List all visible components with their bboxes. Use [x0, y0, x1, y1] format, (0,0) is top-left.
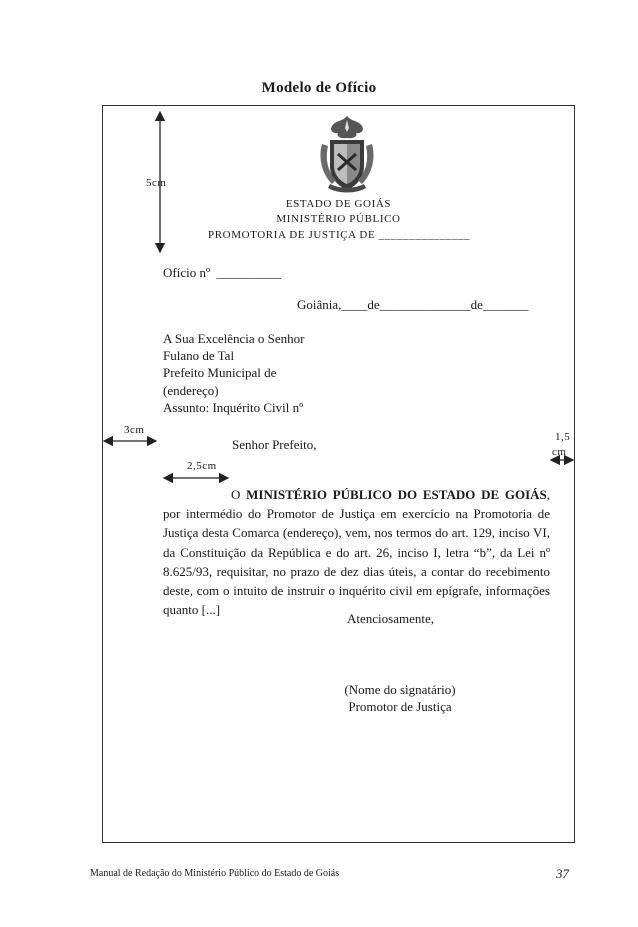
page-title: Modelo de Ofício — [261, 80, 377, 96]
paragraph-bold-entity: MINISTÉRIO PÚBLICO DO ESTADO DE GOIÁS — [246, 487, 547, 502]
closing: Atenciosamente, — [347, 611, 434, 626]
right-margin-unit: cm — [552, 446, 567, 458]
salutation: Senhor Prefeito, — [232, 437, 317, 452]
address-line: Assunto: Inquérito Civil nº — [163, 399, 304, 415]
signature-role: Promotor de Justiça — [348, 699, 452, 714]
recipient-address — [163, 330, 305, 416]
signature-name: (Nome do signatário) — [344, 682, 456, 697]
address-line: A Sua Excelência o Senhor — [163, 331, 305, 346]
left-margin-label: 3cm — [124, 424, 145, 436]
indent-label: 2,5cm — [187, 460, 217, 472]
address-line: Fulano de Tal — [163, 348, 235, 364]
header-promotoria: PROMOTORIA DE JUSTIÇA DE _______________ — [208, 229, 471, 241]
page-number: 37 — [556, 866, 569, 881]
top-margin-label: 5cm — [146, 177, 167, 189]
date-line: Goiânia,____de______________de_______ — [297, 297, 529, 312]
paragraph-lead: O — [231, 487, 247, 502]
coat-of-arms-emblem — [316, 114, 378, 196]
paragraph-text: , por intermédio do Promotor de Justiça em exercício na Promotoria de Justiça desta Comarca (endereço), vem, nos termos do art. 129, inciso VI, da Constituição da República e do art. 26, inciso I, letra “b”, da Lei nº 8.625/93, requisitar, no prazo de dez dias úteis, a contar do recebimento deste, com o intuito de instruir o inquérito civil em epígrafe, informações quanto [...] — [163, 487, 551, 618]
address-line: (endereço) — [163, 382, 219, 398]
right-margin-label: 1,5 — [555, 431, 571, 443]
address-line: Prefeito Municipal de — [163, 365, 277, 381]
header-ministry: MINISTÉRIO PÚBLICO — [276, 213, 401, 225]
footer-text: Manual de Redação do Ministério Público do Estado de Goiás — [90, 868, 340, 879]
body-paragraph — [163, 485, 550, 619]
oficio-number: Ofício nº __________ — [163, 265, 282, 280]
header-state: ESTADO DE GOIÁS — [285, 198, 392, 210]
